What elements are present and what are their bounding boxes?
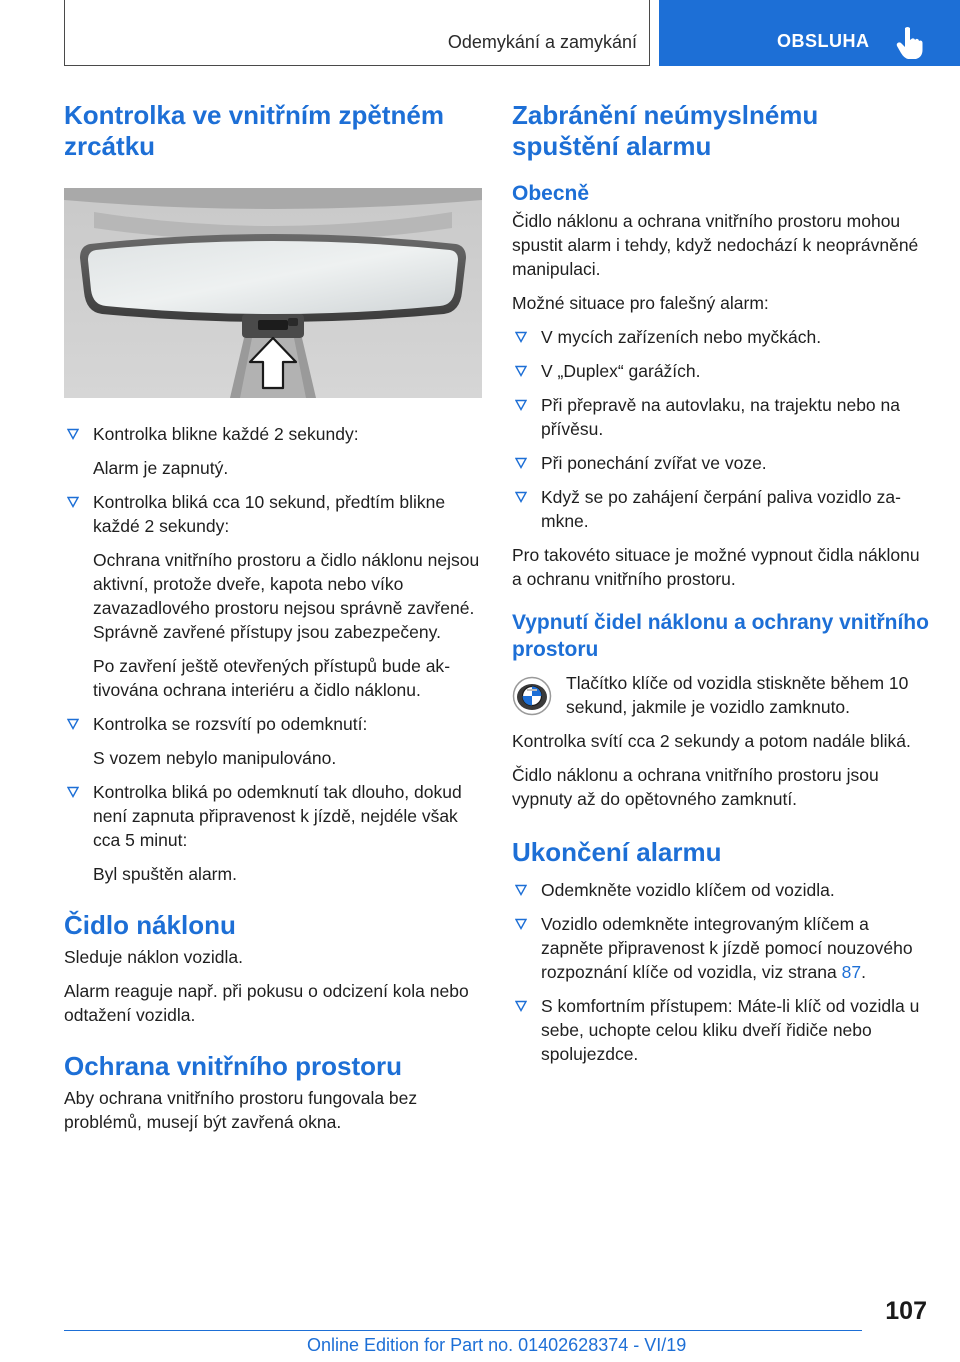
bmw-key-button-icon (512, 676, 552, 716)
list-item-text: Odemkněte vozidlo klíčem od vozidla. (541, 880, 835, 900)
list-item (512, 912, 932, 984)
list-item-text: S komfortním přístupem: Máte-li klíč od vozidla u sebe, uchopte celou kliku dveří řidiče nebo spolujezdce. (541, 996, 920, 1064)
bullet-triangle-icon (515, 884, 527, 896)
paragraph: Čidlo náklonu a ochrana vnitřního prostoru jsou vypnuty až do opětovného zamknutí. (512, 765, 879, 809)
heading-interior-protection: Ochrana vnitřního prostoru (64, 1051, 403, 1081)
false-alarm-list (512, 325, 932, 533)
list-item-text: Při přepravě na autovlaku, na trajektu nebo na přívěsu. (541, 395, 900, 439)
bullet-triangle-icon (67, 428, 79, 440)
header-section-title: Odemykání a zamykání (447, 32, 637, 52)
heading-general: Obecně (512, 182, 590, 205)
list-item-text: Kontrolka bliká cca 10 sekund, předtím blikne každé 2 sekundy: (93, 492, 446, 536)
list-item (512, 359, 932, 383)
list-item-text: Kontrolka blikne každé 2 sekundy: (93, 424, 359, 444)
footer-edition: Online Edition for Part no. 01402628374 - VI/19 (307, 1335, 687, 1355)
list-item-text-tail: . (861, 962, 866, 982)
list-item-text: Při ponechání zvířat ve voze. (541, 453, 767, 473)
heading-disable-sensors: Vypnutí čidel náklonu a ochrany vnitřního prostoru (512, 611, 929, 661)
list-item (512, 485, 932, 533)
bullet-triangle-icon (67, 718, 79, 730)
bullet-triangle-icon (515, 491, 527, 503)
paragraph: Možné situace pro falešný alarm: (512, 293, 769, 313)
list-item (512, 994, 932, 1066)
bullet-triangle-icon (515, 918, 527, 930)
list-item-text: V „Duplex“ garážích. (541, 361, 701, 381)
list-item-result: Alarm je zapnutý. (93, 458, 229, 478)
heading-end-alarm: Ukončení alarmu (512, 837, 722, 867)
list-item (64, 490, 482, 702)
bullet-triangle-icon (515, 399, 527, 411)
heading-indicator-mirror: Kontrolka ve vnitřním zpětném zrcátku (64, 100, 444, 161)
list-item-result: Ochrana vnitřního prostoru a čidlo náklonu nejsou aktivní, protože dveře, kapota nebo víko zavazadlového prostoru nejsou správně zavřené. Správně zavřené přístupy jsou zabezpečeny. (93, 550, 480, 642)
paragraph: Alarm reaguje např. při pokusu o odcizení kola nebo odtažení vozidla. (64, 981, 469, 1025)
indicator-list (64, 422, 482, 886)
header-chapter-label: OBSLUHA (777, 31, 870, 51)
header-section-box (64, 0, 650, 66)
list-item-text: Když se po zahájení čerpání paliva vozidlo zamkne. (541, 487, 901, 531)
paragraph: Aby ochrana vnitřního prostoru fungovala bez problémů, musejí být zavřená okna. (64, 1088, 418, 1132)
paragraph: Čidlo náklonu a ochrana vnitřního prostoru mohou spustit alarm i tehdy, když nedochází k neoprávněné manipulaci. (512, 211, 919, 279)
bullet-triangle-icon (515, 457, 527, 469)
paragraph: Tlačítko klíče od vozidla stiskněte během 10 sekund, jakmile je vozidlo zamknuto. (566, 673, 909, 717)
key-instruction (512, 671, 932, 719)
header-chapter-tab (659, 0, 960, 66)
list-item-text: V mycích zařízeních nebo myčkách. (541, 327, 822, 347)
bullet-triangle-icon (515, 1000, 527, 1012)
paragraph: Sleduje náklon vozidla. (64, 947, 244, 967)
heading-prevent-false-alarm: Zabránění neúmyslnému spuštění alarmu (512, 100, 819, 161)
footer-divider (64, 1330, 862, 1331)
list-item-result: Byl spuštěn alarm. (93, 864, 237, 884)
bullet-triangle-icon (515, 331, 527, 343)
end-alarm-list (512, 878, 932, 1066)
rearview-mirror-illustration (64, 188, 482, 398)
paragraph: Pro takovéto situace je možné vypnout čidla náklonu a ochranu vnitřního prostoru. (512, 545, 920, 589)
heading-tilt-sensor: Čidlo náklonu (64, 910, 236, 940)
paragraph: Kontrolka svítí cca 2 sekundy a potom nadále bliká. (512, 731, 911, 751)
bullet-triangle-icon (67, 786, 79, 798)
list-item-text: Vozidlo odemkněte integrovaným klíčem a zapněte připravenost k jízdě pomocí nouzového rozpoznání klíče od vozidla, viz strana (541, 914, 913, 982)
list-item (64, 422, 482, 480)
list-item-text: Kontrolka bliká po odemknutí tak dlouho, dokud není zapnuta připravenost k jízdě, nejdéle však cca 5 minut: (93, 782, 462, 850)
list-item (512, 325, 932, 349)
list-item (512, 878, 932, 902)
page-number: 107 (885, 1297, 927, 1325)
page-reference-link[interactable]: 87 (841, 962, 862, 982)
right-column (512, 100, 932, 1076)
left-column (64, 100, 482, 1134)
list-item (64, 780, 482, 886)
list-item-result: S vozem nebylo manipulováno. (93, 748, 337, 768)
list-item (512, 393, 932, 441)
hand-pointer-icon (895, 26, 925, 60)
list-item-text: Kontrolka se rozsvítí po odemknutí: (93, 714, 368, 734)
list-item (512, 451, 932, 475)
bullet-triangle-icon (515, 365, 527, 377)
bullet-triangle-icon (67, 496, 79, 508)
list-item (64, 712, 482, 770)
list-item-result: Po zavření ještě otevřených přístupů bude aktivována ochrana interiéru a čidlo náklonu. (93, 656, 451, 700)
